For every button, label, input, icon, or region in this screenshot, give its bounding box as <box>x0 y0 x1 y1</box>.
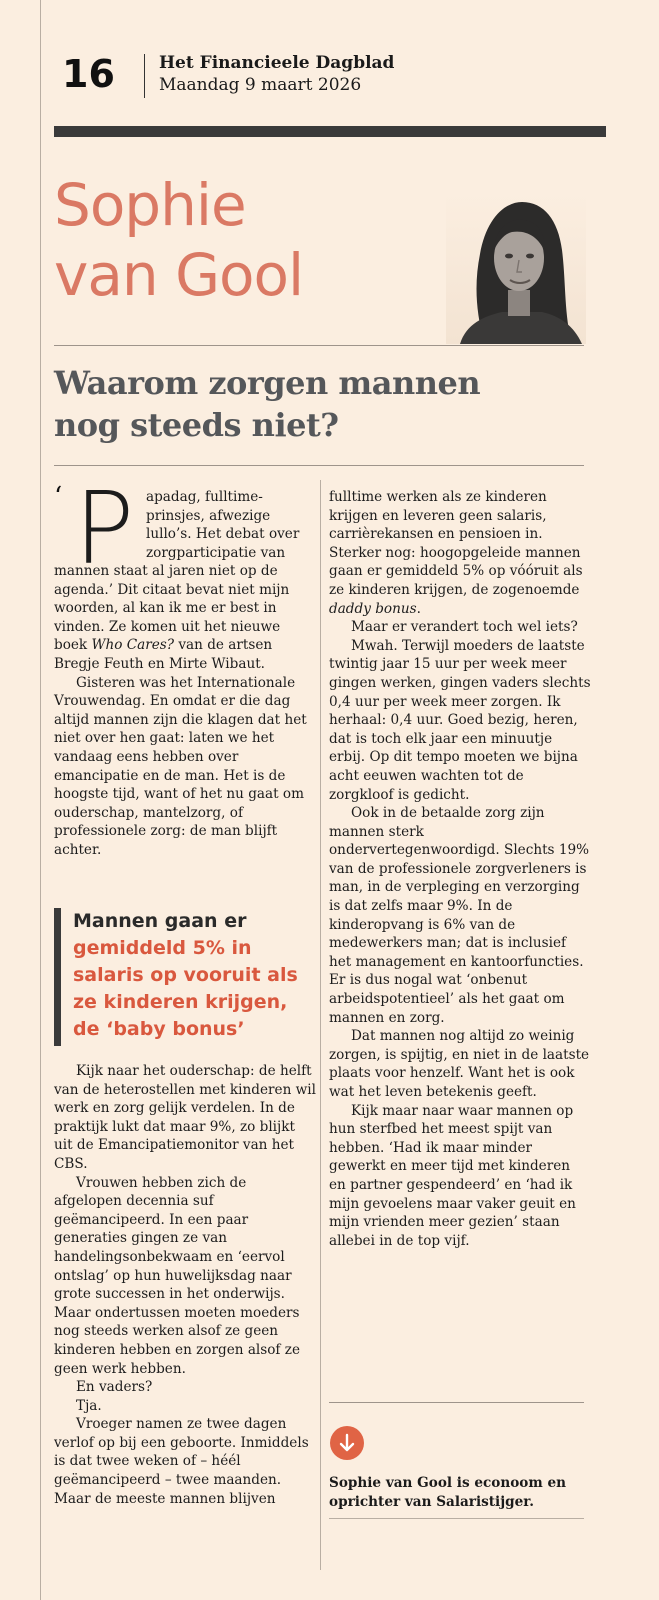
columnist-name <box>54 170 444 310</box>
paragraph: Gisteren was het Internationale Vrouwendag. En omdat er die dag altijd mannen zijn die klagen dat het niet over hen gaat: laten we het vandaag eens hebben over emancipatie en de man. Het is de hoogste tijd, want of het nu gaat om ouderschap, mantelzorg, of professionele zorg: de man blijft achter. <box>54 674 307 858</box>
opening-quote-mark: ‘ <box>54 482 63 512</box>
column-divider <box>320 480 321 1570</box>
paragraph: Dat mannen nog altijd zo weinig zorgen, is spijtig, en niet in de laatste plaats voor henzelf. Want het is ook wat het leven betekenis geeft. <box>329 1028 590 1100</box>
article-column-2 <box>329 488 591 1250</box>
headline-line-2: nog steeds niet? <box>54 406 339 444</box>
paragraph: Vroeger namen ze twee dagen verlof op bij een geboorte. Inmiddels is dat twee weken of – héél geëmancipeerd – twee maanden. Maar de meeste mannen blijven <box>54 1416 309 1507</box>
author-bio: Sophie van Gool is econoom en oprichter van Salaristijger. <box>329 1475 566 1510</box>
book-title: Who Cares? <box>91 637 175 654</box>
lead-text: mannen staat al jaren niet op de agenda.’ Dit citaat bevat niet mijn woorden, al kan ik me er best in vinden. Ze komen uit het nieuwe boek <box>54 563 290 654</box>
columnist-portrait <box>446 192 586 344</box>
paragraph: Maar er verandert toch wel iets? <box>351 619 578 636</box>
lead-line: prinsjes, afwezige <box>146 507 271 524</box>
article-headline <box>54 362 594 446</box>
portrait-image <box>446 192 586 344</box>
left-margin-rule <box>40 0 41 1600</box>
paragraph: Tja. <box>76 1397 102 1414</box>
lead-line: apadag, fulltime- <box>146 489 263 505</box>
headline-divider <box>54 465 584 466</box>
bio-divider <box>329 1518 584 1519</box>
lead-text-end: van de artsen Bregje Feuth en Mirte Wibaut. <box>54 637 273 672</box>
pull-quote-black: Mannen gaan er <box>73 910 247 932</box>
daddy-bonus-term: daddy bonus <box>329 600 417 617</box>
drop-cap: P <box>74 470 135 587</box>
lead-line: lullo’s. Het debat over <box>146 526 300 543</box>
columnist-first-name: Sophie <box>54 171 246 239</box>
header-divider <box>54 345 584 346</box>
article-end-divider <box>329 1402 584 1403</box>
headline-line-1: Waarom zorgen mannen <box>54 364 481 402</box>
masthead-divider <box>144 54 145 98</box>
lead-block <box>54 470 316 587</box>
lead-line: zorgparticipatie van <box>146 544 286 561</box>
article-column-1 <box>54 470 316 860</box>
paragraph: Mwah. Terwijl moeders de laatste twintig jaar 15 uur per week meer gingen werken, gingen vaders slechts 0,4 uur per week meer zorgen. Ik herhaal: 0,4 uur. Goed bezig, heren, dat is toch elk jaar een minuutje erbij. Op dit tempo moeten we bijna acht eeuwen wachten tot de zorgkloof is gedicht. <box>329 637 591 803</box>
page-number: 16 <box>62 52 115 96</box>
paragraph: Vrouwen hebben zich de afgelopen decennia suf geëmancipeerd. In een paar generaties gingen ze van handelingsonbekwaam en ‘eervol ontslag’ op hun huwelijksdag naar grote successen in het onderwijs. Maar ondertussen moeten moeders nog steeds werken alsof ze geen kinderen hebben en zorgen alsof ze geen werk hebben. <box>54 1174 300 1377</box>
paragraph-text-end: . <box>416 600 421 617</box>
paragraph: Kijk naar het ouderschap: de helft van de heterostellen met kinderen wil werk en zorg gelijk verdelen. In de praktijk lukt dat maar 9%, zo blijkt uit de Emancipatiemonitor van het CBS. <box>54 1063 316 1172</box>
article-column-1-continued <box>54 1062 316 1508</box>
paragraph-text: fulltime werken als ze kinderen krijgen en leveren geen salaris, carrièrekansen en pensioen in. Sterker nog: hoogopgeleide mannen gaan er gemiddeld 5% op vóóruit als ze kinderen krijgen, de zogenoemde <box>329 489 583 598</box>
paragraph <box>329 488 591 618</box>
paragraph: Ook in de betaalde zorg zijn mannen sterk ondervertegenwoordigd. Slechts 19% van de professionele zorgverleners is man, in de verpleging en verzorging is dat zelfs maar 9%. In de kinderopvang is 6% van de medewerkers man; dat is inclusief het management en kantoorfuncties. Er is dus nogal wat ‘onbenut arbeidspotentieel’ als het gaat om mannen en zorg. <box>329 805 590 1026</box>
pull-quote <box>54 908 316 1046</box>
columnist-last-name: van Gool <box>54 241 304 309</box>
pull-quote-red: gemiddeld 5% in salaris op vooruit als ze kinderen krijgen, de ‘baby bonus’ <box>73 937 298 1040</box>
paragraph: En vaders? <box>76 1379 153 1396</box>
issue-date: Maandag 9 maart 2026 <box>159 75 362 95</box>
arrow-down-circle-icon <box>330 1426 364 1460</box>
section-bar <box>54 126 606 137</box>
newspaper-name: Het Financieele Dagblad <box>159 53 395 73</box>
paragraph: Kijk maar naar waar mannen op hun sterfbed het meest spijt van hebben. ‘Had ik maar minder gewerkt en meer tijd met kinderen en partner gespendeerd’ en ‘had ik mijn gevoelens maar vaker geuit en mijn vrienden meer gezien’ staan allebei in de top vijf. <box>329 1102 576 1249</box>
